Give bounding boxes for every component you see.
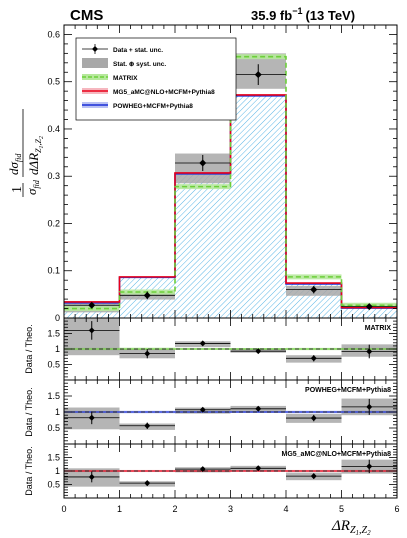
y-tick-label: 0.5 xyxy=(47,76,60,87)
y-tick-label: 0.6 xyxy=(47,29,60,40)
ylabel-den-comma: , xyxy=(34,143,43,146)
y-tick-label: 0.5 xyxy=(47,479,60,490)
xlabel-sub: Z xyxy=(349,525,356,536)
legend xyxy=(76,38,236,120)
ylabel-sigma-sub: fid xyxy=(32,180,41,189)
ratio-panel-label: MATRIX xyxy=(364,325,391,332)
ratio-panel-label: MG5_aMC@NLO+MCFM+Pythia8 xyxy=(281,451,391,458)
ratio-panel-1 xyxy=(24,318,397,380)
x-tick-label: 5 xyxy=(338,504,345,514)
main-ylabel xyxy=(6,109,45,197)
ratio-ylabel: Data / Theo. xyxy=(24,324,34,374)
legend-label: POWHEG+MCFM+Pythia8 xyxy=(113,103,193,110)
ylabel-den-sub2: Z xyxy=(34,139,43,144)
ratio-panel-label: POWHEG+MCFM+Pythia8 xyxy=(305,387,391,394)
xlabel-subsub2: 2 xyxy=(367,529,371,537)
powheg-hatch-bin xyxy=(175,174,231,318)
y-tick-label: 0.5 xyxy=(47,359,60,370)
x-tick-label: 3 xyxy=(227,504,234,514)
ratio-ylabel: Data / Theo. xyxy=(24,387,34,437)
ratio-panel-2 xyxy=(24,380,397,444)
xlabel-comma: , xyxy=(359,525,362,536)
y-tick-label: 0.5 xyxy=(47,423,60,433)
x-tick-label: 1 xyxy=(116,504,123,514)
ylabel-num xyxy=(6,153,23,175)
ylabel-num-text: dσ xyxy=(6,162,21,175)
y-tick-label: 1 xyxy=(54,466,60,476)
legend-label: Stat. ⊕ syst. unc. xyxy=(113,61,167,68)
energy-value: (13 TeV) xyxy=(305,8,356,23)
legend-band-swatch xyxy=(82,58,108,68)
ylabel-den xyxy=(26,136,45,175)
lumi-value: 35.9 fb xyxy=(251,8,293,23)
lumi-label xyxy=(251,6,355,23)
xlabel-subsub1: 1 xyxy=(355,529,360,537)
ylabel-one: 1 xyxy=(10,186,25,193)
ylabel-den-subsub2: 2 xyxy=(39,136,45,140)
ylabel-sigma-den xyxy=(24,179,41,195)
y-tick-label: 0.4 xyxy=(47,123,60,134)
ratio-ylabel: Data / Theo. xyxy=(24,446,34,496)
y-tick-label: 0.2 xyxy=(47,218,60,229)
x-tick-label: 4 xyxy=(283,504,289,514)
x-tick-label: 0 xyxy=(61,504,67,514)
ylabel-sigma: σ xyxy=(24,188,39,195)
xlabel-sub2: Z xyxy=(361,525,368,536)
ratio-panels xyxy=(24,318,400,514)
powheg-hatch-bin xyxy=(231,96,287,318)
y-tick-label: 1.5 xyxy=(47,391,60,401)
xlabel-main: ΔR xyxy=(332,518,350,534)
y-tick-label: 0 xyxy=(54,313,60,323)
legend-label: MATRIX xyxy=(113,75,138,82)
y-tick-label: 0.1 xyxy=(47,265,60,276)
ratio-panel-3 xyxy=(24,444,400,514)
x-tick-label: 2 xyxy=(172,504,178,514)
ylabel-den-sub: Z xyxy=(34,148,43,153)
legend-label: MG5_aMC@NLO+MCFM+Pythia8 xyxy=(113,89,215,96)
y-tick-label: 1.5 xyxy=(47,452,60,463)
x-axis-label xyxy=(331,518,371,537)
y-tick-label: 1.5 xyxy=(47,328,60,339)
y-tick-label: 0.3 xyxy=(47,171,60,182)
ylabel-den-subsub1: 1 xyxy=(39,145,45,149)
legend-label: Data + stat. unc. xyxy=(113,47,164,54)
experiment-label: CMS xyxy=(70,7,104,24)
ylabel-num-sub: fid xyxy=(14,153,23,163)
y-tick-label: 1 xyxy=(54,344,60,354)
x-tick-label: 6 xyxy=(394,504,400,514)
ylabel-den-text: dΔR xyxy=(26,152,41,175)
lumi-sup: −1 xyxy=(292,6,303,16)
y-tick-label: 1 xyxy=(54,407,60,417)
